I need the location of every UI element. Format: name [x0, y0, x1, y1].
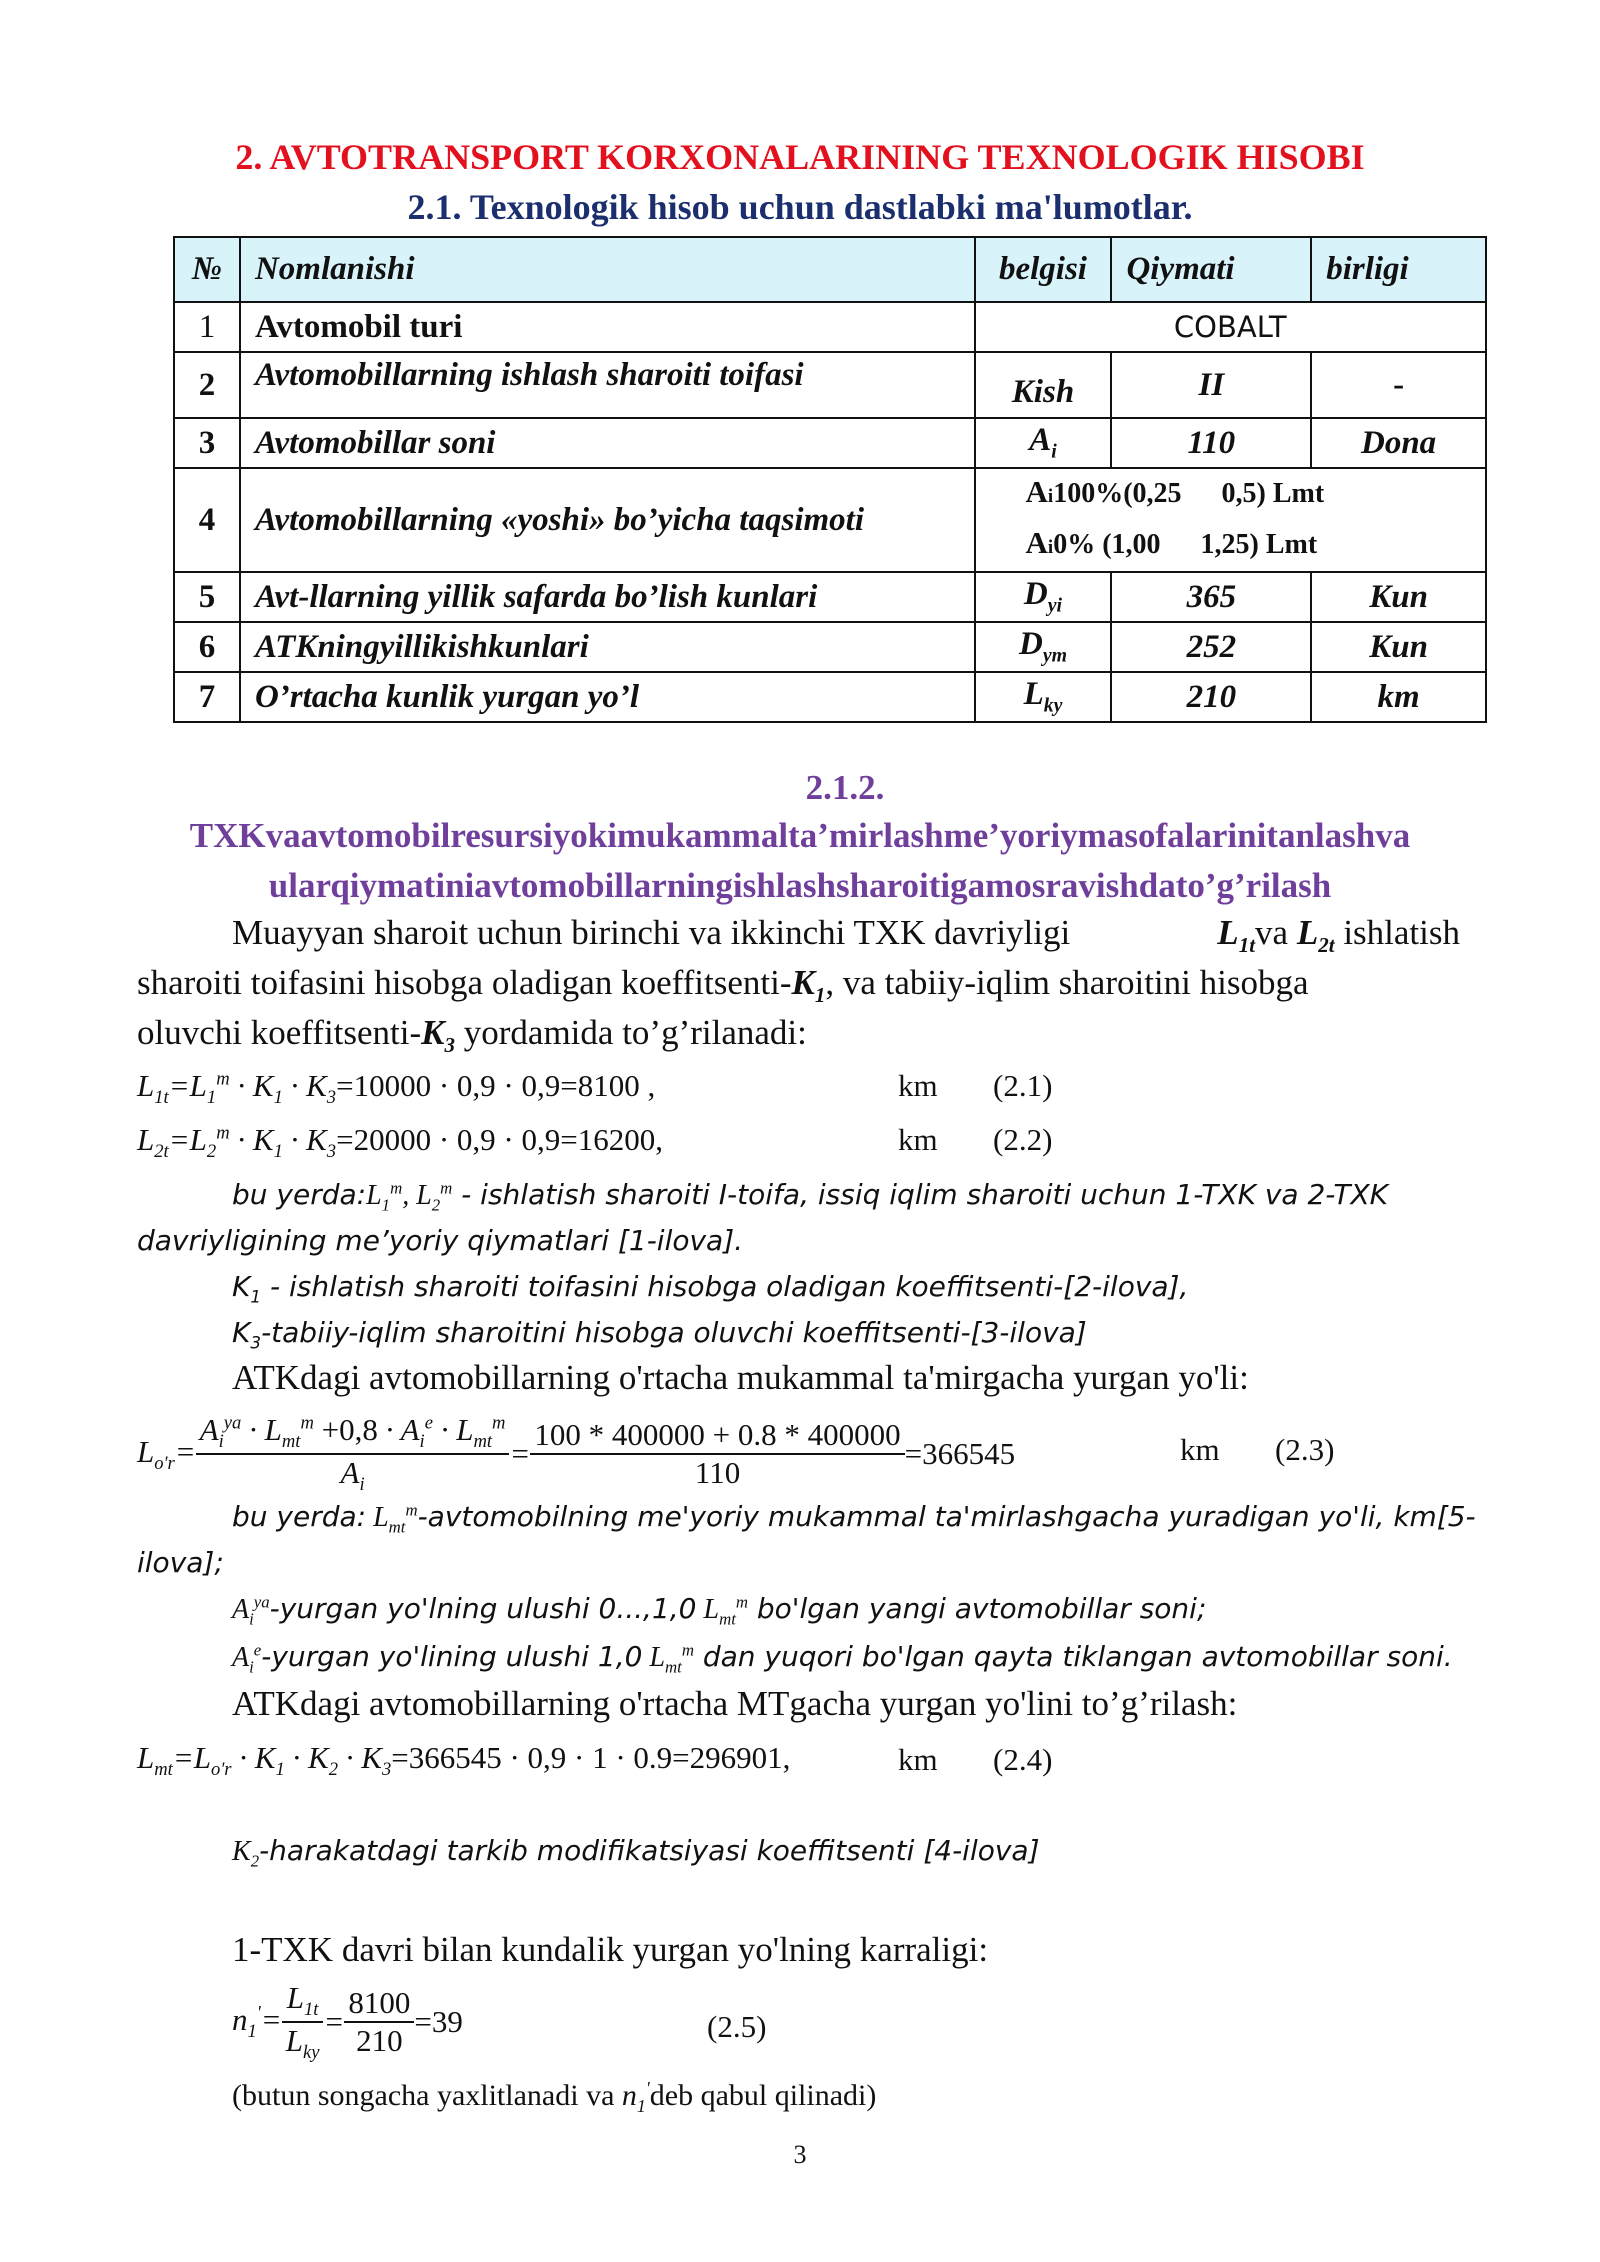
row-sign: $D_{yi}$ — [975, 572, 1112, 622]
para3: ATKdagi avtomobillarning o'rtacha MTgacha yurgan yo'lini to’g’rilash: — [232, 1684, 1238, 1723]
row-name: Avtomobillarning ishlash sharoiti toifasi — [240, 352, 975, 418]
formula-2-4: $L_{mt}=L_{o'r} \cdot K_1 \cdot K_2 \cdot K_3=366545 \cdot 0,9 \cdot 1 \cdot 0.9=296901$, — [137, 1740, 791, 1781]
table-row — [174, 352, 1486, 418]
para1-line2: sharoiti toifasini hisobga oladigan koeffitsenti-$K_1$, va tabiiy-iqlim sharoitini hisobga — [137, 963, 1309, 1007]
row-value: II — [1111, 352, 1311, 418]
note2-aya: $A_i^{ya}$-yurgan yo'lning ulushi 0...,1,0 $L_{mt}^m$ bo'lgan yangi avtomobillar soni; — [232, 1592, 1207, 1629]
para1-line1: Muayyan sharoit uchun birinchi va ikkinchi TXK davriyligi $L_{1t}va$ $L_{2t}$ ishlatish — [232, 913, 1460, 957]
formula-2-2: $L_{2t}=L_2^m \cdot K_1 \cdot K_3=20000 \cdot 0,9 \cdot 0,9=16200$, — [137, 1122, 663, 1163]
para5: (butun songacha yaxlitlanadi va $n_1'deb$ qabul qilinadi) — [232, 2078, 877, 2116]
row-name: ATKningyillikishkunlari — [240, 622, 975, 672]
para1-line1-symbols: $L_{1t}va$ $L_{2t}$ ishlatish — [1217, 913, 1460, 957]
formula-2-5-left-fraction: $\frac{L_{1t}}{L_{ky}}$ — [282, 1980, 324, 2064]
row-unit: Kun — [1311, 622, 1486, 672]
age-line-old: Ai0% (1,00 1,25) Lmt — [1025, 525, 1318, 560]
table-row — [174, 572, 1486, 622]
note3: $K_2$-harakatdagi tarkib modifikatsiyasi koeffitsenti [4-ilova] — [232, 1834, 1040, 1871]
note2-line1: bu yerda: $L_{mt}^m$-avtomobilning me'yoriy mukammal ta'mirlashgacha yuradigan yo'li, km[5- — [232, 1500, 1476, 1537]
note1-line2: davriyligining me’yoriy qiymatlari [1-ilova]. — [137, 1224, 744, 1257]
age-distribution-cell — [975, 468, 1486, 572]
note1-k3: $K_3-tabiiy$-iqlim sharoitini hisobga oluvchi koeffitsenti-[3-ilova] — [232, 1316, 1087, 1353]
formula-2-3-unit: km — [1180, 1432, 1220, 1467]
row-value: 210 — [1111, 672, 1311, 722]
initial-data-table — [173, 236, 1487, 723]
para4: 1-TXK davri bilan kundalik yurgan yo'lning karraligi: — [232, 1930, 989, 1969]
table-row — [174, 622, 1486, 672]
formula-2-5: $n_1'=$ $\frac{L_{1t}}{L_{ky}}$ = $\frac{8100}{210}$ =39 — [232, 1980, 463, 2064]
table-row — [174, 302, 1486, 352]
row-sign: Kish — [975, 352, 1112, 418]
header-cell: belgisi — [975, 237, 1112, 302]
row-value: 110 — [1111, 418, 1311, 468]
row-name: Avt-llarning yillik safarda bo’lish kunlari — [240, 572, 975, 622]
page-number: 3 — [793, 2140, 807, 2169]
formula-2-3-number: (2.3) — [1275, 1432, 1335, 1467]
row-name: Avtomobillarning «yoshi» bo’yicha taqsimoti — [240, 468, 975, 572]
section-number: 2.1.2. — [805, 768, 885, 807]
note1-k1: $K_1$ - ishlatish sharoiti toifasini hisobga oladigan koeffitsenti-[2-ilova], — [232, 1270, 1189, 1307]
header-cell: Qiymati — [1111, 237, 1311, 302]
row-number: 1 — [174, 302, 240, 352]
row-unit: Dona — [1311, 418, 1486, 468]
header-cell: Nomlanishi — [240, 237, 975, 302]
header-cell: № — [174, 237, 240, 302]
formula-2-3-right-fraction: $\frac{100 * 400000 + 0.8 * 400000}{110}$ — [530, 1417, 904, 1491]
row-number: 6 — [174, 622, 240, 672]
row-unit: km — [1311, 672, 1486, 722]
formula-2-1-number: (2.1) — [993, 1068, 1053, 1103]
row-number: 4 — [174, 468, 240, 572]
para2: ATKdagi avtomobillarning o'rtacha mukammal ta'mirgacha yurgan yo'li: — [232, 1358, 1249, 1397]
row-name: Avtomobillar soni — [240, 418, 975, 468]
formula-2-4-number: (2.4) — [993, 1742, 1053, 1777]
table-row — [174, 672, 1486, 722]
formula-2-3-left-fraction: $\frac{A_i^{ya} \cdot L_{mt}^m +0,8 \cdot A_i^e \cdot L_{mt}^m}{A_i}$ — [196, 1412, 510, 1496]
table-row — [174, 418, 1486, 468]
table-header-row — [174, 237, 1486, 302]
row-number: 5 — [174, 572, 240, 622]
row-unit: - — [1311, 352, 1486, 418]
main-heading: 2. AVTOTRANSPORT KORXONALARINING TEXNOLOGIK HISOBI — [235, 137, 1365, 177]
table-row — [174, 468, 1486, 572]
formula-2-3: $L_{o'r}=$ $\frac{A_i^{ya} \cdot L_{mt}^m +0,8 \cdot A_i^e \cdot L_{mt}^m}{A_i}$ = $\frac{100 * 400000 + 0.8 * 400000}{110}$ =366545 — [137, 1412, 1016, 1496]
formula-2-4-unit: km — [898, 1742, 938, 1777]
row-number: 2 — [174, 352, 240, 418]
row-unit: Kun — [1311, 572, 1486, 622]
row-name: O’rtacha kunlik yurgan yo’l — [240, 672, 975, 722]
section-title-line1: TXKvaavtomobilresursiyokimukammalta’mirlashme’yoriymasofalarinitanlashva — [189, 816, 1411, 855]
note2-ae: $A_i^e$-yurgan yo'lining ulushi 1,0 $L_{mt}^m$ dan yuqori bo'lgan qayta tiklangan avtomobillar soni. — [232, 1640, 1453, 1677]
formula-2-1-unit: km — [898, 1068, 938, 1103]
note2-line2: ilova]; — [137, 1546, 224, 1579]
row-name: Avtomobil turi — [240, 302, 975, 352]
row-value: COBALT — [975, 302, 1486, 352]
row-sign: $L_{ky}$ — [975, 672, 1112, 722]
age-line-new: Ai100%(0,25 0,5) Lmt — [1025, 474, 1325, 509]
row-value: 252 — [1111, 622, 1311, 672]
row-number: 7 — [174, 672, 240, 722]
formula-2-2-number: (2.2) — [993, 1122, 1053, 1157]
header-cell: birligi — [1311, 237, 1486, 302]
formula-2-1: $L_{1t}=L_1^m \cdot K_1 \cdot K_3=10000 \cdot 0,9 \cdot 0,9=8100$ , — [137, 1068, 656, 1109]
section-title-line2: ularqiymatiniavtomobillarningishlashsharoitigamosravishdato’g’rilash — [268, 866, 1332, 905]
row-value: 365 — [1111, 572, 1311, 622]
row-sign: $D_{ym}$ — [975, 622, 1112, 672]
formula-2-5-right-fraction: $\frac{8100}{210}$ — [344, 1985, 414, 2059]
sub-heading: 2.1. Texnologik hisob uchun dastlabki ma'lumotlar. — [407, 187, 1193, 227]
formula-2-2-unit: km — [898, 1122, 938, 1157]
row-sign: $A_i$ — [975, 418, 1112, 468]
note1-line1: bu $yerda:L_1^m$, $L_2^m$ - ishlatish sharoiti I-toifa, issiq iqlim sharoiti uchun 1-TXK va 2-TXK — [232, 1178, 1388, 1215]
row-number: 3 — [174, 418, 240, 468]
formula-2-5-number: (2.5) — [707, 2009, 767, 2044]
para1-line3: oluvchi koeffitsenti-$K_3$ yordamida to’g’rilanadi: — [137, 1013, 807, 1057]
